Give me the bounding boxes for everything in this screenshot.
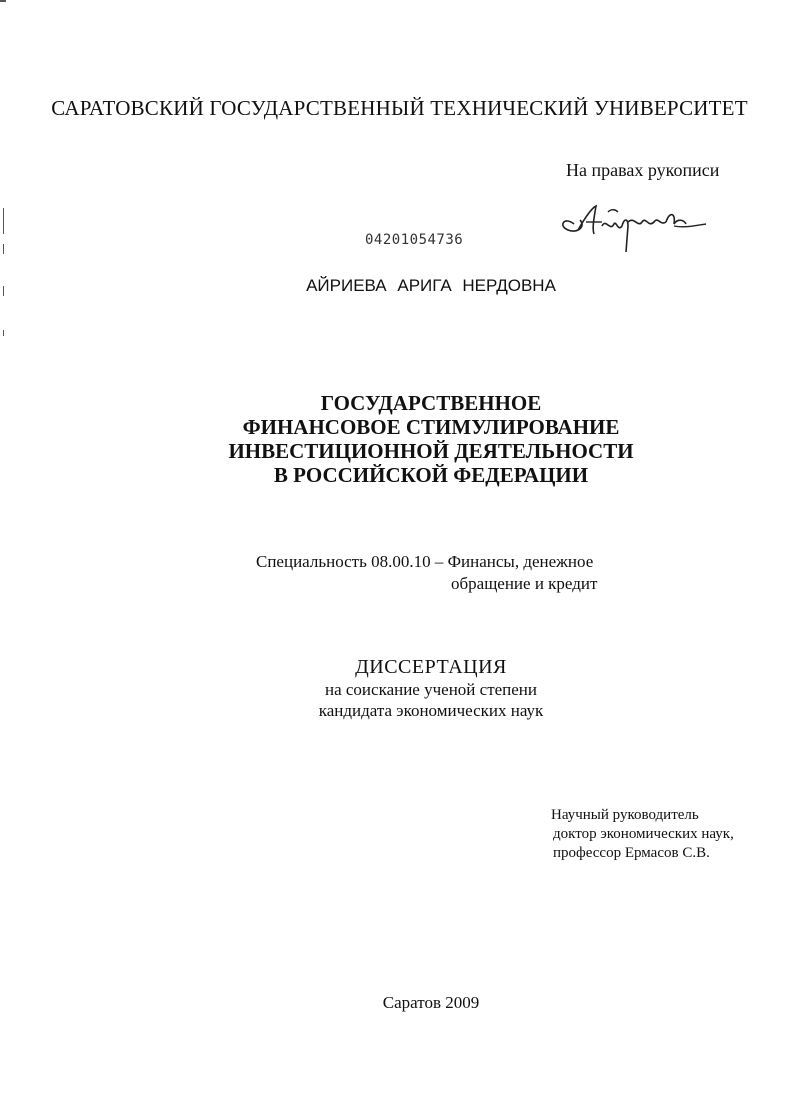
stamp-number: 04201054736 (365, 232, 464, 248)
scan-mark (3, 208, 4, 234)
title-line: ГОСУДАРСТВЕННОЕ (320, 391, 542, 415)
handwritten-signature (556, 196, 716, 256)
author-name: АЙРИЕВА АРИГА НЕРДОВНА (306, 276, 556, 295)
scan-mark (3, 286, 4, 296)
specialty-line: обращение и кредит (451, 574, 598, 593)
supervisor-block (551, 806, 734, 863)
title-line: В РОССИЙСКОЙ ФЕДЕРАЦИИ (273, 463, 589, 487)
specialty-block (256, 551, 597, 595)
supervisor-role: Научный руководитель (551, 807, 699, 823)
title-line: ФИНАНСОВОЕ СТИМУЛИРОВАНИЕ (242, 415, 620, 439)
supervisor-name: профессор Ермасов С.В. (553, 845, 710, 861)
university-name: САРАТОВСКИЙ ГОСУДАРСТВЕННЫЙ ТЕХНИЧЕСКИЙ УНИВЕРСИТЕТ (51, 96, 748, 120)
manuscript-note: На правах рукописи (566, 160, 720, 180)
scan-mark (0, 0, 6, 2)
scan-mark (3, 244, 4, 254)
degree-line: на соискание ученой степени (324, 680, 538, 699)
city-year: Саратов 2009 (382, 993, 480, 1012)
dissertation-heading: ДИССЕРТАЦИЯ (355, 656, 507, 678)
title-line: ИНВЕСТИЦИОННОЙ ДЕЯТЕЛЬНОСТИ (228, 439, 634, 463)
degree-line: кандидата экономических наук (318, 701, 544, 720)
dissertation-title (0, 391, 799, 487)
specialty-line: Специальность 08.00.10 – Финансы, денежное (256, 552, 594, 571)
scan-mark (3, 330, 4, 336)
dissertation-block (0, 655, 799, 721)
supervisor-degree: доктор экономических наук, (553, 826, 734, 842)
